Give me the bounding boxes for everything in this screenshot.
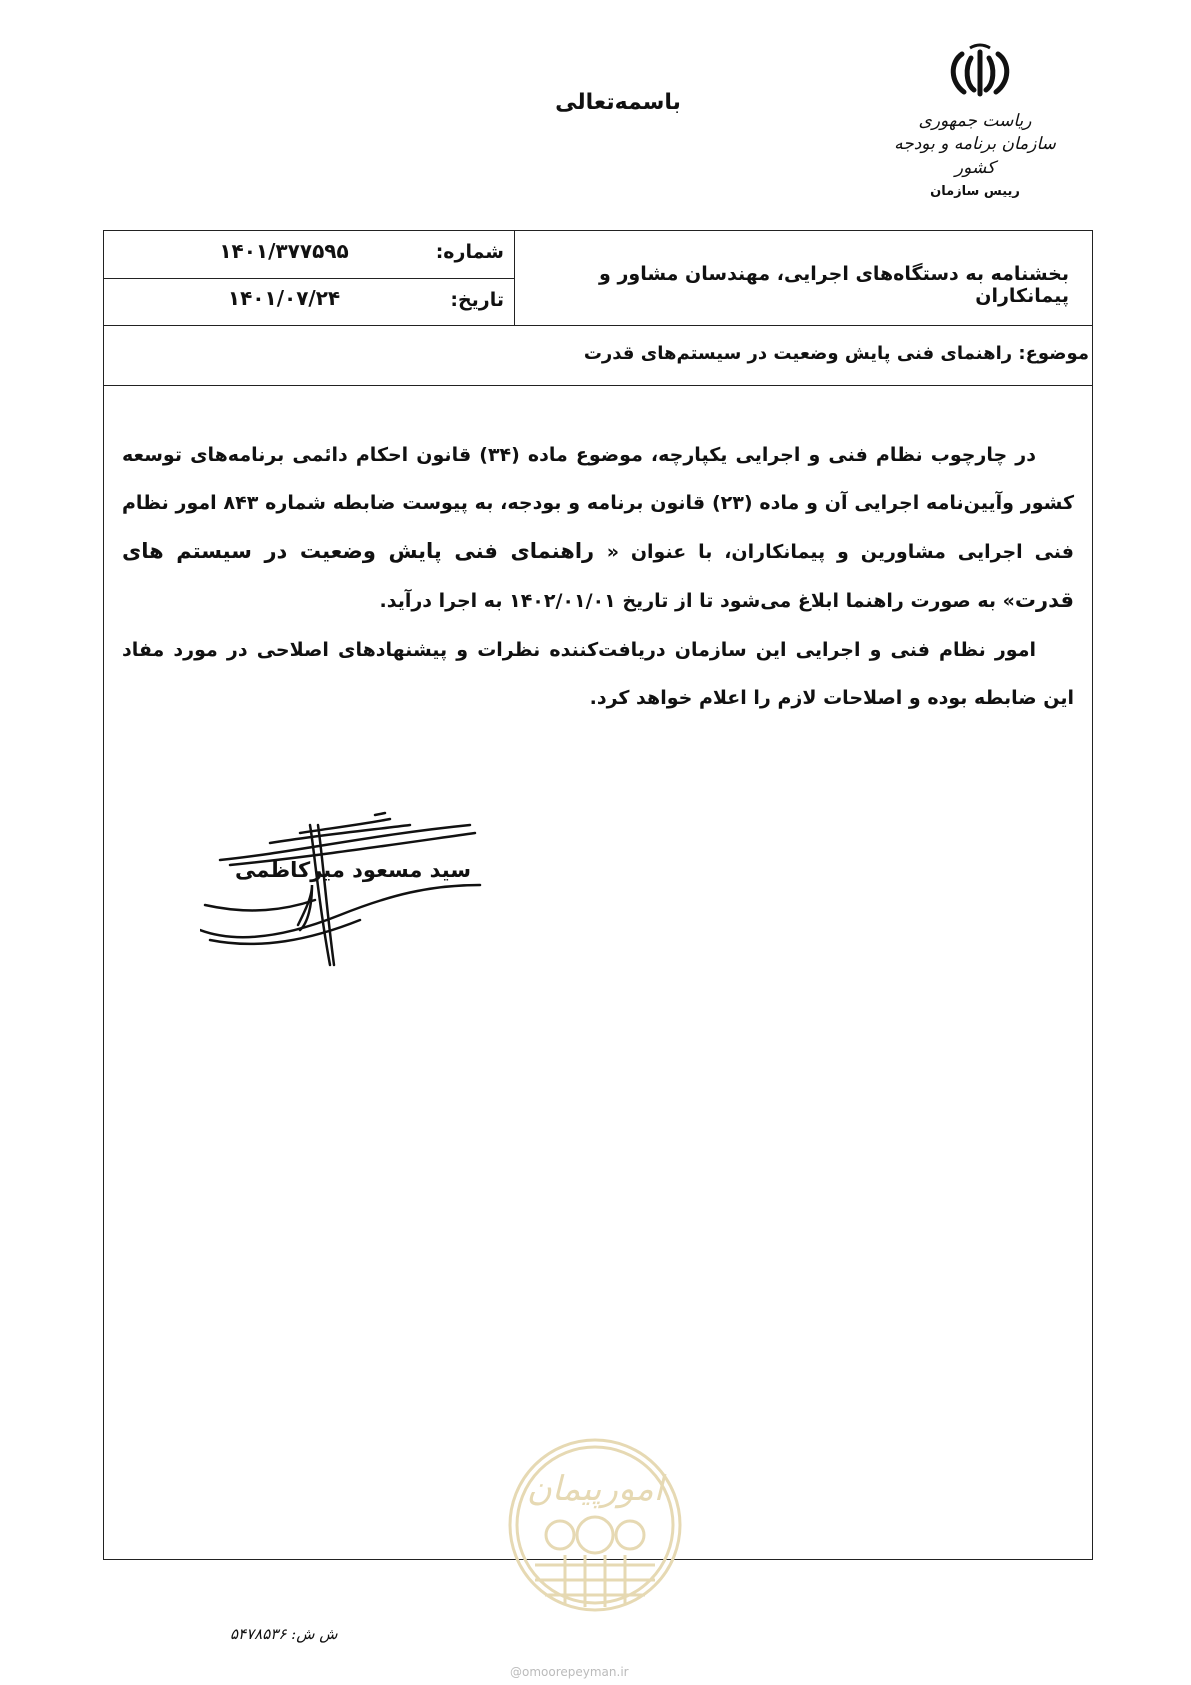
paragraph-2-text: امور نظام فنی و اجرایی این سازمان دریافت‌کننده نظرات و پیشنهادهای اصلاحی در مورد مفاد این ضابطه بوده و اصلاحات لازم را اعلام خواهد کرد. — [122, 639, 1074, 709]
seal-text: امورپیمان — [526, 1469, 664, 1509]
date-label: تاریخ: — [450, 289, 504, 311]
org-line-presidency: ریاست جمهوری — [918, 111, 1032, 131]
omoorepeyman-seal-watermark — [505, 1435, 685, 1615]
paragraph-1-outro: » به صورت راهنما ابلاغ می‌شود تا از تاریخ ۱۴۰۲/۰۱/۰۱ به اجرا درآید. — [379, 590, 1015, 612]
header-vertical-divider — [514, 231, 515, 325]
body-paragraph-1 — [122, 431, 1074, 625]
bismillah-heading: باسمه‌تعالی — [555, 90, 681, 115]
body-paragraph-2 — [122, 626, 1074, 722]
subject-divider — [104, 385, 1092, 386]
subject-line: موضوع: راهنمای فنی پایش وضعیت در سیستم‌های قدرت — [583, 343, 1089, 364]
org-line-head: رییس سازمان — [930, 184, 1020, 199]
date-value: ۱۴۰۱/۰۷/۲۴ — [227, 286, 341, 310]
handwritten-signature — [200, 805, 490, 975]
guideline-title: راهنمای فنی پایش وضعیت در سیستم های قدرت — [122, 539, 1074, 612]
signatory-name: سید مسعود میرکاظمی — [235, 858, 471, 882]
watermark-url: @omoorepeyman.ir — [510, 1665, 629, 1679]
number-value: ۱۴۰۱/۳۷۷۵۹۵ — [219, 239, 349, 263]
org-line-organization: سازمان برنامه و بودجه کشور — [894, 134, 1056, 178]
meta-divider — [104, 278, 514, 279]
header-divider — [104, 325, 1092, 326]
number-label: شماره: — [435, 241, 504, 263]
recipients: بخشنامه به دستگاه‌های اجرایی، مهندسان مشاور و پیمانکاران — [599, 263, 1069, 307]
paragraph-1-intro: در چارچوب نظام فنی و اجرایی یکپارچه، موضوع ماده (۳۴) قانون احکام دائمی برنامه‌های توسعه کشور وآیین‌نامه اجرایی آن و ماده (۲۳) قانون برنامه و بودجه، به پیوست ضابطه شماره ۸۴۳ امور نظام فنی اجرایی مشاورین و پیمانکاران، با عنوان « — [122, 444, 1074, 563]
organization-block — [880, 110, 1070, 199]
serial-number: ش ش: ۵۴۷۸۵۳۶ — [230, 1625, 338, 1643]
iran-emblem-icon — [940, 40, 1020, 100]
